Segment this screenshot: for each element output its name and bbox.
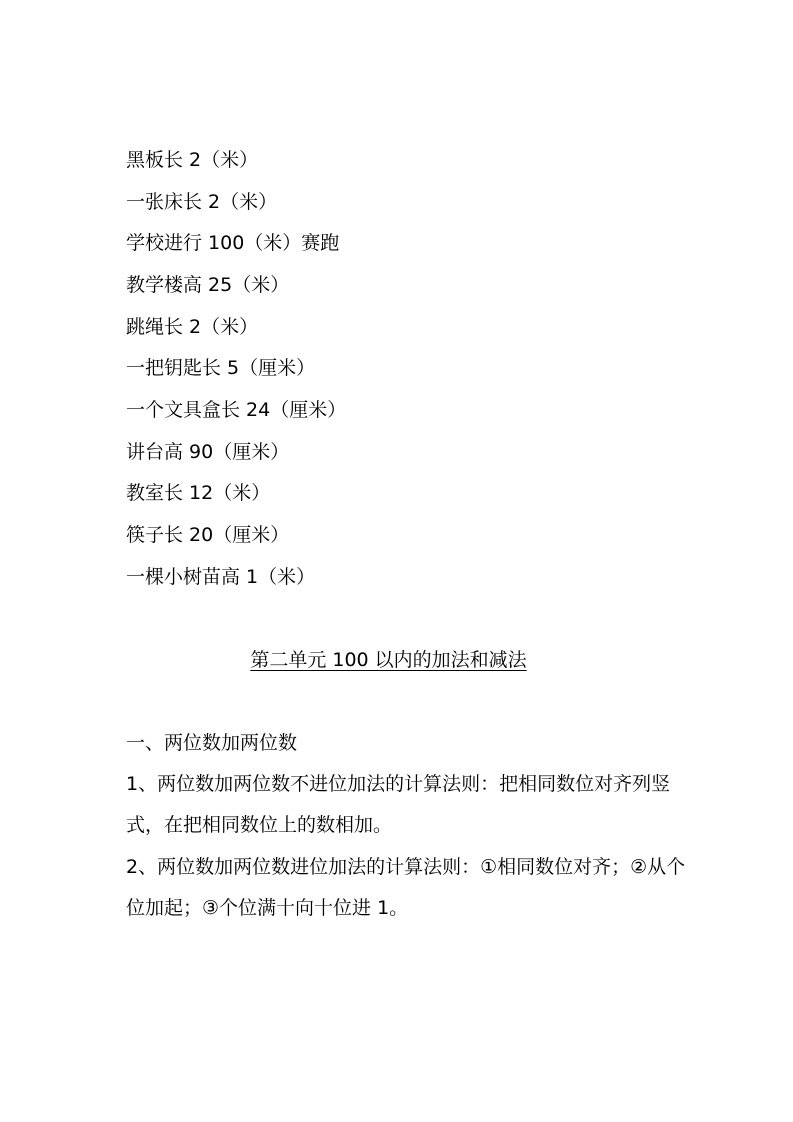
- rule-1: 1、两位数加两位数不进位加法的计算法则：把相同数位对齐列竖式，在把相同数位上的数相加。: [126, 773, 671, 836]
- length-item: 筷子长 20（厘米）: [126, 524, 290, 546]
- length-item: 讲台高 90（厘米）: [126, 441, 290, 463]
- length-item: 学校进行 100（米）赛跑: [126, 232, 340, 254]
- length-item: 一个文具盒长 24（厘米）: [126, 399, 347, 421]
- section-title: 一、两位数加两位数: [126, 732, 298, 754]
- length-item: 黑板长 2（米）: [126, 149, 259, 171]
- unit-heading: [0, 648, 793, 672]
- length-item: 一张床长 2（米）: [126, 191, 278, 213]
- length-item: 跳绳长 2（米）: [126, 316, 259, 338]
- length-item: 一棵小树苗高 1（米）: [126, 566, 316, 588]
- unit-heading-text: 第二单元 100 以内的加法和减法: [250, 649, 527, 671]
- rule-2: 2、两位数加两位数进位加法的计算法则：①相同数位对齐；②从个位加起；③个位满十向十位进 1。: [126, 856, 686, 919]
- length-item: 教学楼高 25（米）: [126, 274, 290, 296]
- length-item: 教室长 12（米）: [126, 482, 271, 504]
- length-item: 一把钥匙长 5（厘米）: [126, 357, 316, 379]
